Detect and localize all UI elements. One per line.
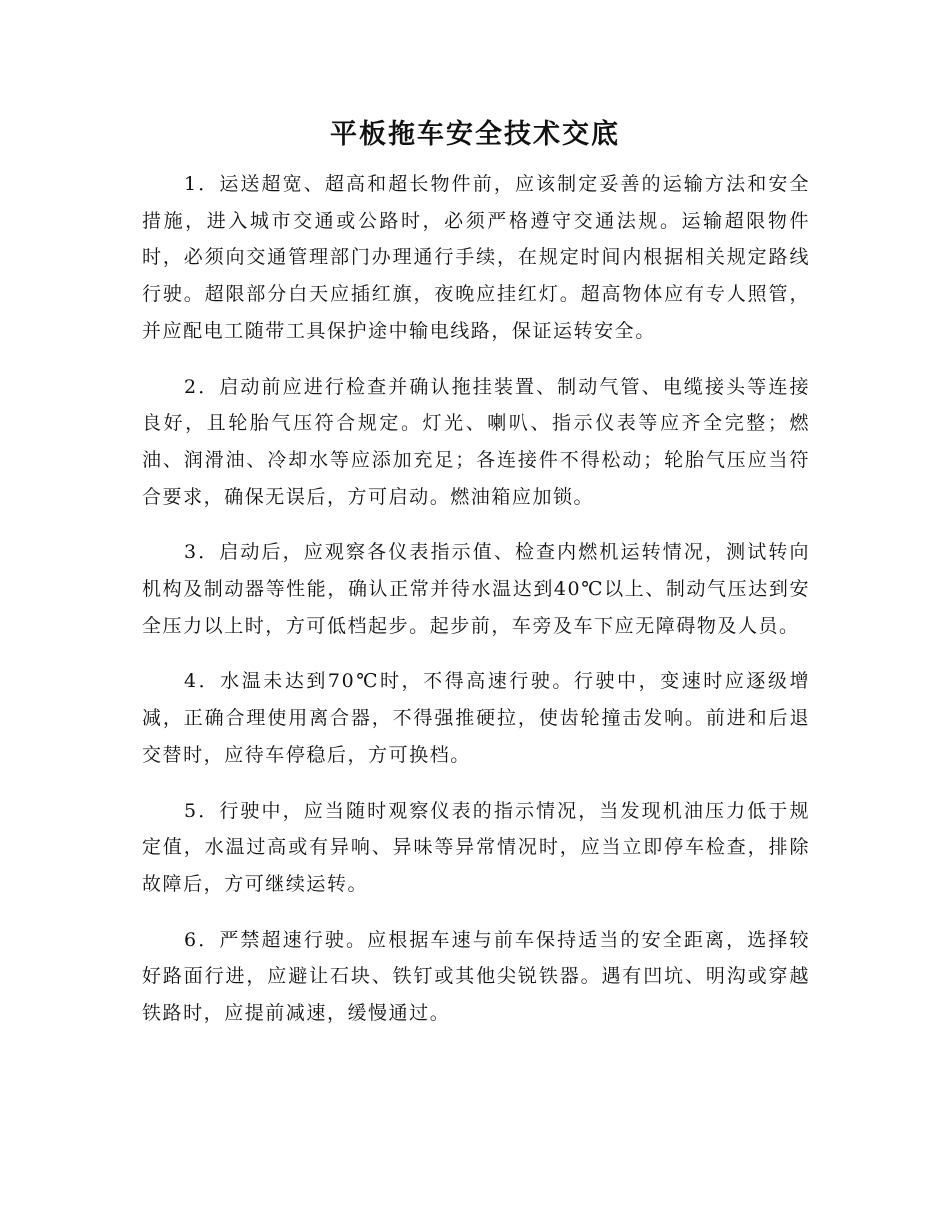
paragraph-4: 4．水温未达到70℃时，不得高速行驶。行驶中，变速时应逐级增减，正确合理使用离合器，不得强推硬拉，使齿轮撞击发响。前进和后退交替时，应待车停稳后，方可换档。 [142, 670, 810, 766]
paragraph-1: 1．运送超宽、超高和超长物件前，应该制定妥善的运输方法和安全措施，进入城市交通或公路时，必须严格遵守交通法规。运输超限物件时，必须向交通管理部门办理通行手续，在规定时间内根据相关规定路线行驶。超限部分白天应插红旗，夜晚应挂红灯。超高物体应有专人照管，并应配电工随带工具保护途中输电线路，保证运转安全。 [142, 173, 810, 342]
document-body [142, 166, 810, 1051]
document-title: 平板拖车安全技术交底 [330, 119, 620, 150]
paragraph-6: 6．严禁超速行驶。应根据车速与前车保持适当的安全距离，选择较好路面行进，应避让石块、铁钉或其他尖锐铁器。遇有凹坑、明沟或穿越铁路时，应提前减速，缓慢通过。 [142, 928, 810, 1025]
paragraph-3: 3．启动后，应观察各仪表指示值、检查内燃机运转情况，测试转向机构及制动器等性能，确认正常并待水温达到40℃以上、制动气压达到安全压力以上时，方可低档起步。起步前，车旁及车下应无障碍物及人员。 [142, 541, 810, 637]
paragraph-2: 2．启动前应进行检查并确认拖挂装置、制动气管、电缆接头等连接良好，且轮胎气压符合规定。灯光、喇叭、指示仪表等应齐全完整；燃油、润滑油、冷却水等应添加充足；各连接件不得松动；轮胎气压应当符合要求，确保无误后，方可启动。燃油箱应加锁。 [142, 375, 810, 508]
paragraph-5: 5．行驶中，应当随时观察仪表的指示情况，当发现机油压力低于规定值，水温过高或有异响、异味等异常情况时，应当立即停车检查，排除故障后，方可继续运转。 [142, 799, 810, 895]
